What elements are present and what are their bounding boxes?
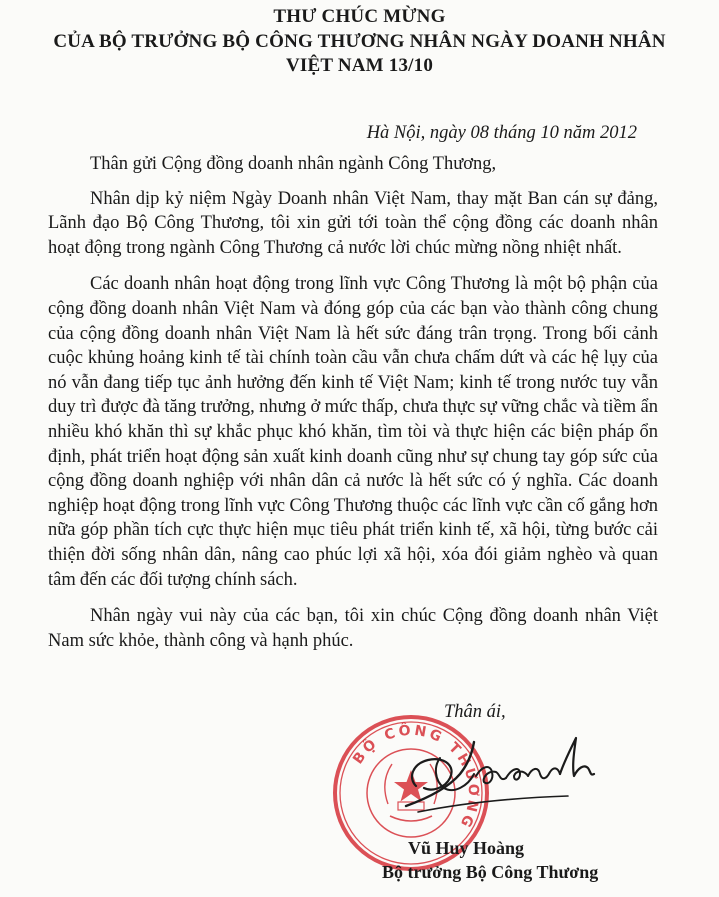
letter-title-line-1: THƯ CHÚC MỪNG [273, 6, 446, 27]
signature-icon [388, 718, 613, 818]
paragraph-1: Nhân dịp kỷ niệm Ngày Doanh nhân Việt Nam, thay mặt Ban cán sự đảng, Lãnh đạo Bộ Công Thương, tôi xin gửi tới toàn thể cộng đồng các doanh nhân hoạt động trong ngành Công Thương cả nước lời chúc mừng nồng nhiệt nhất. [48, 188, 658, 258]
signer-title: Bộ trưởng Bộ Công Thương [382, 862, 599, 882]
closing: Thân ái, [444, 702, 506, 722]
paragraph-3: Nhân ngày vui này của các bạn, tôi xin chúc Cộng đồng doanh nhân Việt Nam sức khỏe, thành công và hạnh phúc. [48, 606, 658, 651]
dateline: Hà Nội, ngày 08 tháng 10 năm 2012 [366, 123, 637, 143]
letter-title-line-3: VIỆT NAM 13/10 [285, 55, 434, 76]
greeting: Thân gửi Cộng đồng doanh nhân ngành Công Thương, [90, 154, 497, 174]
letter-body [48, 152, 658, 665]
signer-name: Vũ Huy Hoàng [408, 838, 525, 858]
paragraph-2: Các doanh nhân hoạt động trong lĩnh vực Công Thương là một bộ phận của cộng đồng doanh nhân Việt Nam và đóng góp của các bạn vào thành công chung của cộng đồng doanh nhân Việt Nam là hết sức đáng trân trọng. Trong bối cảnh cuộc khủng hoảng kinh tế tài chính toàn cầu vẫn chưa chấm dứt và các hệ lụy của nó vẫn đang tiếp tục ảnh hưởng đến kinh tế Việt Nam; kinh tế trong nước tuy vẫn duy trì được đà tăng trưởng, nhưng ở mức thấp, chưa thực sự vững chắc và tiềm ẩn nhiều khó khăn thì sự khắc phục khó khăn, tìm tòi và thực hiện các biện pháp ổn định, phát triển hoạt động sản xuất kinh doanh cũng như sự chung tay góp sức của cộng đồng doanh nghiệp với nhân dân cả nước là hết sức có ý nghĩa. Các doanh nghiệp hoạt động trong lĩnh vực Công Thương thuộc các lĩnh vực cần cố gắng hơn nữa góp phần tích cực thực hiện mục tiêu phát triển kinh tế, xã hội, từng bước cải thiện đời sống nhân dân, nâng cao phúc lợi xã hội, xóa đói giảm nghèo và quan tâm đến các đối tượng chính sách. [48, 274, 658, 590]
letter-title-line-2: CỦA BỘ TRƯỞNG BỘ CÔNG THƯƠNG NHÂN NGÀY DOANH NHÂN [53, 31, 666, 52]
seal-text: BỘ CÔNG THƯƠNG [350, 722, 482, 832]
